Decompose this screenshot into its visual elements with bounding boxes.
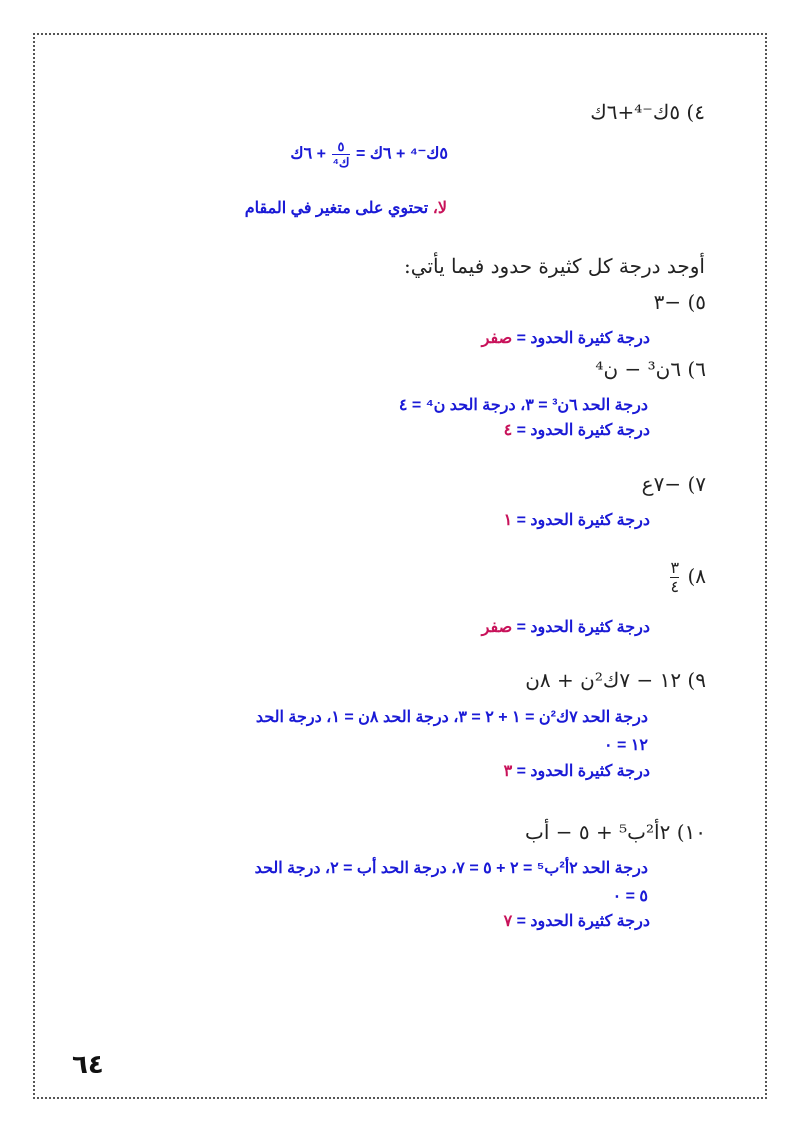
answer-label: درجة كثيرة الحدود = (512, 913, 650, 930)
problem-9-work-cont: ١٢ = ٠ (603, 737, 648, 754)
problem-4-work (290, 140, 448, 169)
problem-8 (668, 560, 706, 595)
problem-8-answer (482, 617, 650, 637)
problem-10-work-cont: ٥ = ٠ (612, 888, 648, 905)
answer-value: صفر (481, 330, 513, 347)
problem-6-answer (504, 420, 650, 440)
fraction (670, 560, 679, 595)
answer-label: درجة كثيرة الحدود = (512, 422, 650, 439)
problem-5: ٥) −٣ (653, 290, 706, 314)
fraction-numerator: ٥ (337, 139, 345, 154)
problem-8-label: ٨) (687, 564, 706, 588)
answer-value: ٣ (503, 763, 513, 780)
answer-value: صفر (481, 619, 513, 636)
answer-label: درجة كثيرة الحدود = (512, 512, 650, 529)
problem-4-work-right: + ٦ك (290, 145, 331, 163)
problem-9-work: درجة الحد ٧ك²ن = ١ + ٢ = ٣، درجة الحد ٨ن = ١، درجة الحد (255, 709, 648, 726)
fraction-denominator: ك⁴ (332, 155, 350, 170)
problem-7: ٧) −٧ع (641, 472, 706, 496)
problem-9: ٩) ١٢ − ٧ك²ن + ٨ن (525, 668, 706, 692)
answer-label: درجة كثيرة الحدود = (512, 330, 650, 347)
fraction-numerator: ٣ (670, 558, 680, 577)
answer-label: درجة كثيرة الحدود = (512, 619, 650, 636)
answer-value: ١ (503, 512, 513, 529)
answer-value: ٤ (503, 422, 513, 439)
problem-4-answer (245, 198, 447, 218)
problem-6: ٦) ٦ن³ − ن⁴ (595, 357, 706, 381)
problem-9-answer (504, 761, 650, 781)
problem-10-answer (504, 911, 650, 931)
problem-6-work: درجة الحد ٦ن³ = ٣، درجة الحد ن⁴ = ٤ (398, 397, 648, 414)
problem-5-answer (482, 328, 650, 348)
answer-no: لا، (432, 200, 447, 217)
answer-reason: تحتوي على متغير في المقام (244, 200, 433, 217)
problem-4-work-left: ٥ك⁻⁴ + ٦ك = (351, 145, 448, 163)
section-heading: أوجد درجة كل كثيرة حدود فيما يأتي: (404, 254, 705, 278)
answer-value: ٧ (503, 913, 513, 930)
answer-label: درجة كثيرة الحدود = (512, 763, 650, 780)
problem-10-work: درجة الحد ٢أ²ب⁵ = ٢ + ٥ = ٧، درجة الحد أب = ٢، درجة الحد (254, 860, 648, 877)
problem-10: ١٠) ٢أ²ب⁵ + ٥ − أب (525, 820, 706, 844)
page-number: ٦٤ (72, 1050, 104, 1080)
fraction-denominator: ٤ (670, 577, 680, 596)
fraction (332, 140, 349, 169)
page-border (33, 33, 767, 1099)
problem-4: ٤) ٥ك⁻⁴+٦ك (590, 100, 705, 124)
problem-7-answer (504, 510, 650, 530)
